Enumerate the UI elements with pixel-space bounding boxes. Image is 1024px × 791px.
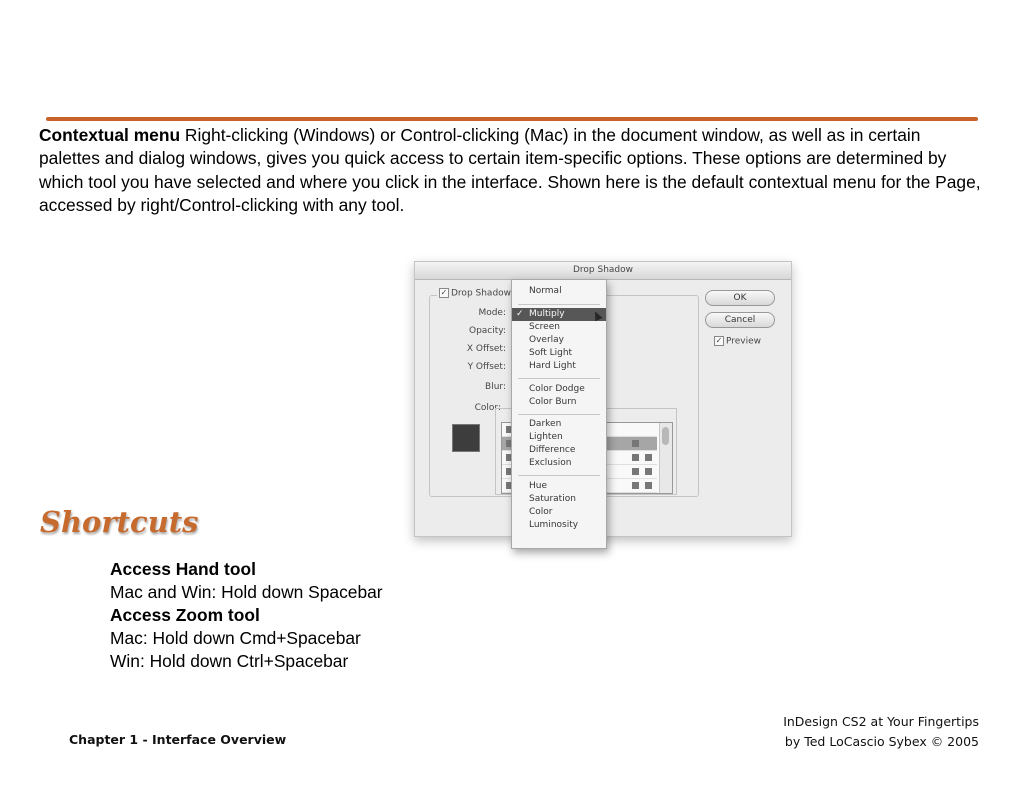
- menu-item-screen[interactable]: Screen: [529, 322, 560, 332]
- swatch-mode-icon: [645, 454, 652, 461]
- menu-item-saturation[interactable]: Saturation: [529, 494, 576, 504]
- menu-item-luminosity[interactable]: Luminosity: [529, 520, 579, 530]
- menu-separator: [518, 304, 600, 305]
- x-offset-label: X Offset:: [466, 344, 506, 354]
- menu-item-hard-light[interactable]: Hard Light: [529, 361, 576, 371]
- menu-separator: [518, 378, 600, 379]
- footer-credits: [783, 712, 979, 752]
- menu-separator: [518, 414, 600, 415]
- dialog-title: Drop Shadow: [415, 262, 791, 280]
- intro-paragraph: [39, 124, 984, 218]
- cancel-button[interactable]: Cancel: [705, 312, 775, 328]
- swatch-type-icon: [632, 454, 639, 461]
- shortcut-line: Mac and Win: Hold down Spacebar: [110, 582, 383, 602]
- shortcut-list: [110, 558, 430, 673]
- menu-item-multiply[interactable]: [512, 308, 606, 321]
- list-scrollbar[interactable]: [659, 423, 672, 493]
- menu-item-color-burn[interactable]: Color Burn: [529, 397, 577, 407]
- menu-item-label: Multiply: [529, 309, 565, 319]
- color-swatch: [452, 424, 480, 452]
- menu-item-color[interactable]: Color: [529, 507, 553, 517]
- menu-separator: [518, 475, 600, 476]
- footer-book-title: InDesign CS2 at Your Fingertips: [783, 714, 979, 729]
- preview-checkbox[interactable]: [714, 336, 761, 347]
- checkbox-checked-icon: ✓: [715, 336, 723, 345]
- footer-chapter: Chapter 1 - Interface Overview: [69, 732, 287, 747]
- intro-text: Right-clicking (Windows) or Control-clicking (Mac) in the document window, as well as in certain palettes and dialog windows, gives you quick access to certain item-specific options. These options are determined by which tool you have selected and where you click in the interface. Shown here is the default contextual menu for the Page, accessed by right/Control-clicking with any tool.: [39, 125, 981, 216]
- swatch-type-icon: [632, 482, 639, 489]
- blur-label: Blur:: [485, 382, 506, 392]
- scroll-thumb[interactable]: [662, 427, 669, 445]
- ok-button[interactable]: OK: [705, 290, 775, 306]
- blend-mode-menu[interactable]: [511, 279, 607, 549]
- menu-item-difference[interactable]: Difference: [529, 445, 576, 455]
- checkmark-icon: ✓: [516, 309, 524, 319]
- menu-item-exclusion[interactable]: Exclusion: [529, 458, 572, 468]
- preview-label: Preview: [726, 336, 762, 347]
- menu-item-color-dodge[interactable]: Color Dodge: [529, 384, 585, 394]
- shortcuts-heading: Shortcuts: [40, 505, 199, 539]
- header-rule: [46, 117, 978, 121]
- intro-term: Contextual menu: [39, 125, 181, 145]
- swatch-type-icon: [632, 440, 639, 447]
- shortcut-title: Access Hand tool: [110, 559, 256, 579]
- shortcut-title: Access Zoom tool: [110, 605, 260, 625]
- color-label: Color:: [474, 403, 501, 413]
- swatch-type-icon: [632, 468, 639, 475]
- mouse-pointer-icon: [591, 310, 602, 322]
- menu-item-hue[interactable]: Hue: [529, 481, 548, 491]
- checkbox-checked-icon: ✓: [440, 288, 448, 297]
- menu-item-soft-light[interactable]: Soft Light: [529, 348, 573, 358]
- swatch-mode-icon: [645, 468, 652, 475]
- menu-item-darken[interactable]: Darken: [529, 419, 562, 429]
- shortcut-line: Mac: Hold down Cmd+Spacebar: [110, 628, 361, 648]
- swatch-mode-icon: [645, 482, 652, 489]
- opacity-label: Opacity:: [469, 326, 506, 336]
- y-offset-label: Y Offset:: [467, 362, 506, 372]
- footer-byline: by Ted LoCascio Sybex © 2005: [784, 734, 979, 749]
- menu-item-lighten[interactable]: Lighten: [529, 432, 563, 442]
- menu-item-normal[interactable]: Normal: [529, 286, 562, 296]
- menu-item-overlay[interactable]: Overlay: [529, 335, 564, 345]
- drop-shadow-label: Drop Shadow: [451, 288, 512, 299]
- shortcut-line: Win: Hold down Ctrl+Spacebar: [110, 651, 349, 671]
- drop-shadow-dialog-screenshot: [414, 261, 792, 537]
- drop-shadow-checkbox[interactable]: [437, 288, 513, 299]
- mode-label: Mode:: [478, 308, 506, 318]
